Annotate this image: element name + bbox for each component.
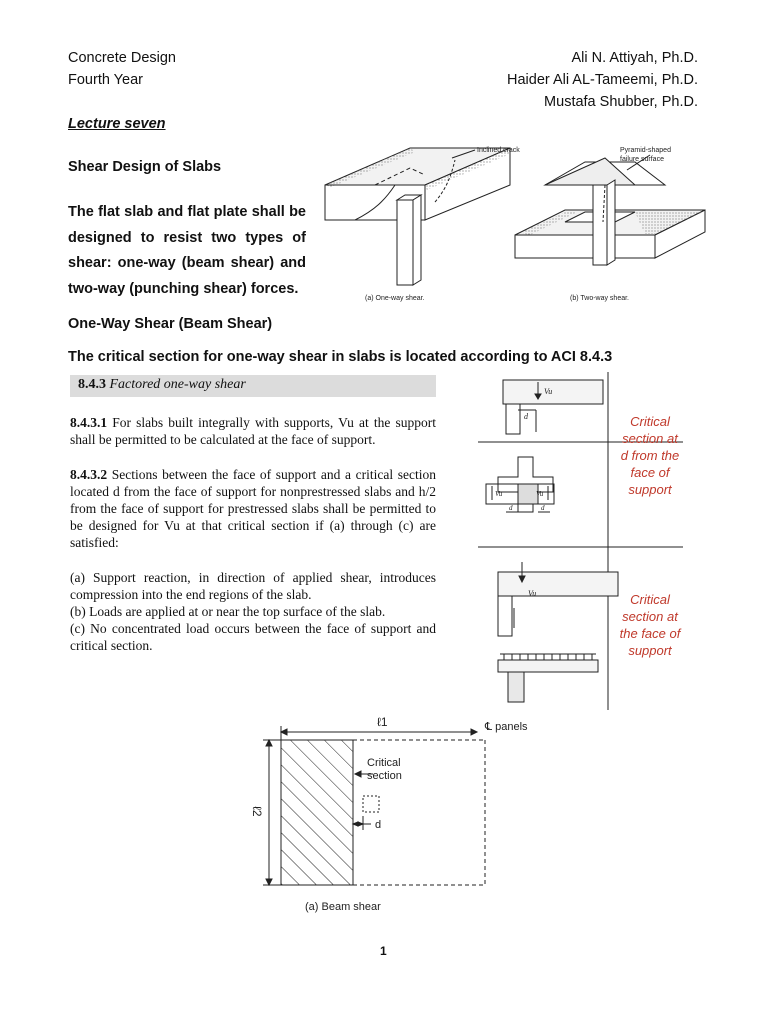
d-label-1: d [524, 412, 528, 421]
vu-label-4: Vu [528, 589, 537, 598]
aci-clause-2-text: Sections between the face of support and a critical section located d from the face of support for nonprestressed slabs and h/2 from the face of support for prestressed slabs shall be permitted to be designed for Vu at that critical section if (a) through (c) are satisfied: [70, 467, 436, 550]
crit-d-line-3: d from the [620, 448, 680, 463]
loaded-slab-drawing [498, 654, 598, 702]
d-label-3: d [541, 504, 545, 512]
crit-face-line-3: the face of [619, 626, 681, 641]
crit-face-line-4: support [628, 643, 672, 658]
panels-label: ℄ panels [485, 721, 528, 733]
aci-clause-1 [70, 414, 436, 448]
aci-excerpt [70, 375, 436, 654]
crit-face-line-2: section at [622, 609, 678, 624]
aci-clause-1-number: 8.4.3.1 [70, 415, 108, 430]
aci-heading-number: 8.4.3 [78, 377, 106, 392]
section-title: Shear Design of Slabs [68, 159, 222, 175]
support-face-drawing [498, 562, 618, 636]
course-year: Fourth Year [68, 72, 143, 88]
critical-label-1: Critical [367, 757, 401, 769]
l1-label: ℓ1 [377, 715, 388, 729]
author-3: Mustafa Shubber, Ph.D. [544, 94, 698, 110]
crit-d-line-4: face of [630, 465, 670, 480]
vu-label-2: Vu [495, 490, 503, 498]
crit-d-line-2: section at [622, 431, 678, 446]
crit-d-line-5: support [628, 482, 672, 497]
d-label-beam: d [375, 819, 382, 831]
critical-face-note [610, 591, 690, 659]
inclined-crack-label: Inclined crack [477, 147, 520, 154]
beam-shear-caption: (a) Beam shear [305, 901, 381, 913]
aci-item-b: (b) Loads are applied at or near the top surface of the slab. [70, 604, 386, 619]
two-way-slab-drawing [515, 155, 705, 265]
pyramid-label-1: Pyramid-shaped [620, 147, 671, 154]
aci-clause-2 [70, 466, 436, 551]
course-info [68, 47, 176, 91]
course-name: Concrete Design [68, 50, 176, 66]
aci-clause-2-number: 8.4.3.2 [70, 467, 108, 482]
one-way-slab-drawing [325, 148, 510, 285]
authors [507, 47, 698, 113]
beam-shear-figure [245, 712, 545, 922]
aci-item-c: (c) No concentrated load occurs between the face of support and critical section. [70, 621, 436, 653]
pyramid-label-2: failure surface [620, 156, 664, 163]
vu-label-3: Vu [536, 490, 544, 498]
aci-heading-title: Factored one-way shear [109, 377, 246, 392]
crit-d-line-1: Critical [630, 414, 670, 429]
crit-face-line-1: Critical [630, 592, 670, 607]
caption-two-way: (b) Two-way shear. [570, 295, 630, 302]
aci-heading [70, 375, 436, 397]
vu-label-1: Vu [544, 387, 553, 396]
intro-paragraph: The flat slab and flat plate shall be designed to resist two types of shear: one-way (beam shear) and two-way (punching shear) forces. [68, 204, 306, 297]
aci-item-a: (a) Support reaction, in direction of applied shear, introduces compression into the end regions of the slab. [70, 570, 436, 602]
shear-types-figure [315, 140, 713, 305]
l2-label: ℓ2 [250, 806, 264, 817]
author-1: Ali N. Attiyah, Ph.D. [571, 50, 698, 66]
critical-label-2: section [367, 770, 402, 782]
d-label-2: d [509, 504, 513, 512]
aci-clause-1-text: For slabs built integrally with supports, Vu at the support shall be permitted to be calculated at the face of support. [70, 415, 436, 447]
author-2: Haider Ali AL-Tameemi, Ph.D. [507, 72, 698, 88]
critical-section-line: The critical section for one-way shear in slabs is located according to ACI 8.4.3 [68, 349, 613, 365]
page-number: 1 [380, 944, 387, 958]
caption-one-way: (a) One-way shear. [365, 295, 425, 302]
support-d-drawing [503, 380, 603, 434]
lecture-title: Lecture seven [68, 116, 166, 132]
critical-d-note [610, 413, 690, 498]
one-way-title: One-Way Shear (Beam Shear) [68, 316, 273, 332]
